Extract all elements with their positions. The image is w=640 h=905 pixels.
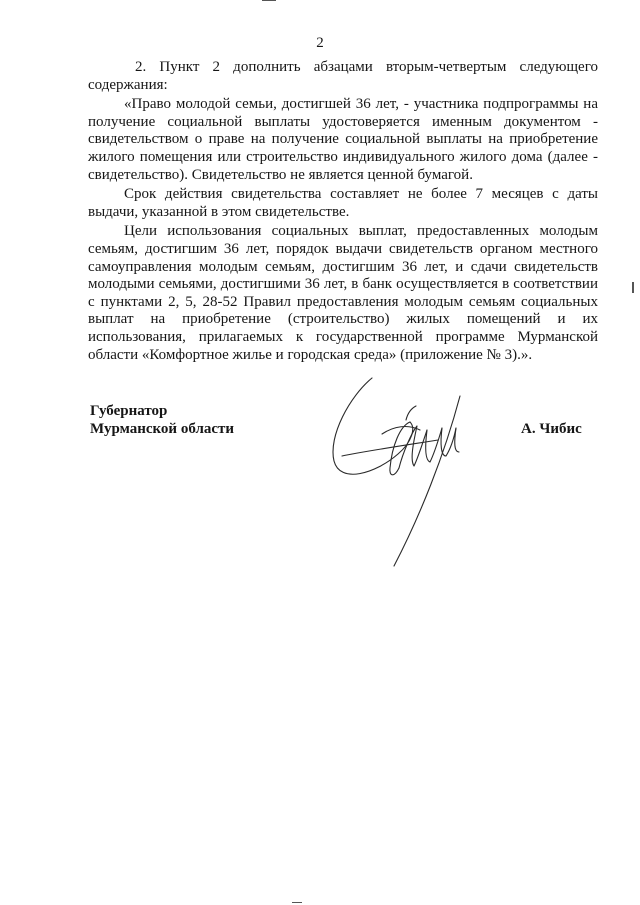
paragraph-quoted-right: «Право молодой семьи, достигшей 36 лет, - участника подпрограммы на получение социальной выплаты удостоверяется именным документом - свидетельством о праве на получение социальной выплаты на приобретение жилого помещения или строительство индивидуального жилого дома (далее - свидетельство). Свидетельство не является ценной бумагой.	[88, 96, 598, 183]
scan-artifact	[292, 902, 302, 903]
handwritten-signature-icon	[320, 356, 485, 591]
position-title: Губернатор	[90, 403, 168, 419]
page-number: 2	[316, 35, 324, 51]
scan-artifact	[262, 0, 276, 1]
paragraph-validity-period: Срок действия свидетельства составляет не более 7 месяцев с даты выдачи, указанной в этом свидетельстве.	[88, 186, 598, 220]
paragraph-item-2: 2. Пункт 2 дополнить абзацами вторым-четвертым следующего содержания:	[88, 59, 598, 93]
document-body	[88, 59, 598, 366]
paragraph-usage-goals: Цели использования социальных выплат, предоставленных молодым семьям, достигшим 36 лет, порядок выдачи свидетельств органом местного самоуправления молодым семьям, достигшим 36 лет, и сдачи свидетельств молодыми семьями, достигшими 36 лет, в банк осуществляется в соответствии с пунктами 2, 5, 28-52 Правил предоставления молодым семьям социальных выплат на приобретение (строительство) жилых помещений и их использования, прилагаемых к государственной программе Мурманской области «Комфортное жилье и городская среда» (приложение № 3).».	[88, 223, 598, 363]
signer-name: А. Чибис	[521, 421, 582, 437]
scan-artifact	[632, 282, 634, 293]
signer-position	[90, 402, 234, 438]
position-region: Мурманской области	[90, 421, 235, 437]
